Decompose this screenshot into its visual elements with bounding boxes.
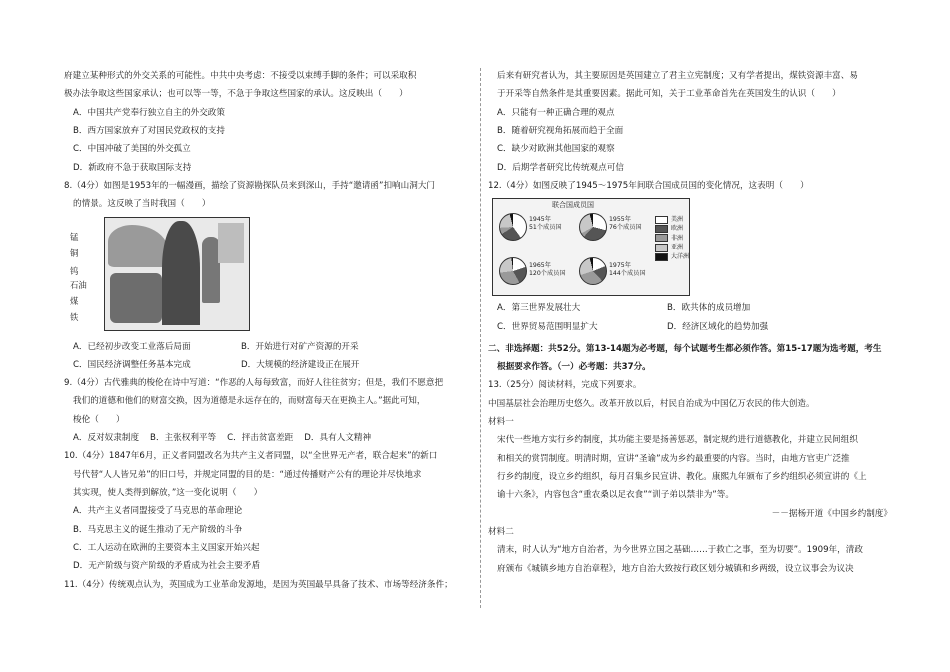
cartoon-cave-door bbox=[162, 221, 200, 325]
q8-cartoon-image bbox=[70, 217, 250, 335]
legend-label: 非洲 bbox=[671, 234, 684, 242]
material1-line1: 宋代一些地方实行乡约制度，其功能主要是扬善惩恶，制定规约进行道德教化，并建立民间组织 bbox=[497, 435, 858, 446]
un-members-figure bbox=[492, 198, 690, 296]
cartoon-minerals bbox=[110, 273, 162, 323]
q10-stem-line1: 10.（4分）1847年6月，正义者同盟改名为共产主义者同盟，以“全世界无产者，联合起来”的新口 bbox=[64, 451, 438, 462]
q10-stem-line3: 其实现，使人类得到解放，”这一变化说明（ ） bbox=[73, 488, 263, 498]
q11-stem-line1: 11.（4分）传统观点认为，英国成为工业革命发源地，是因为英国最早具备了技术、市场等经济条件； bbox=[64, 579, 453, 590]
pie-1975-count: 144个成员国 bbox=[609, 269, 646, 277]
legend-item bbox=[655, 252, 689, 261]
pie-1955-year: 1955年 bbox=[609, 216, 631, 224]
q9-option-c: C．抨击贫富差距 bbox=[227, 433, 294, 444]
q9-stem-line3: 梭伦（ ） bbox=[73, 414, 125, 425]
q8-option-b: B．开始进行对矿产资源的开采 bbox=[241, 341, 359, 352]
un-figure-legend bbox=[655, 215, 689, 261]
legend-swatch bbox=[655, 253, 668, 261]
legend-label: 美洲 bbox=[671, 216, 684, 224]
q11-option-a: A．只能有一种正确合理的观点 bbox=[497, 107, 615, 118]
q9-option-a: A．反对奴隶制度 bbox=[73, 433, 140, 444]
cartoon-label: 钨 bbox=[70, 265, 79, 276]
q7-stem-line1: 府建立某种形式的外交关系的可能性。中共中央考虑：不接受以束缚手脚的条件；可以采取积 bbox=[64, 71, 417, 81]
q7-option-a: A．中国共产党奉行独立自主的外交政策 bbox=[73, 107, 225, 118]
pie-1965-label bbox=[529, 262, 566, 278]
material2-line1: 清末，时人认为“地方自治者，为今世界立国之基础……于救亡之事，至为切要”。1909年，清政 bbox=[497, 545, 863, 556]
q8-option-d: D．大规模的经济建设正在展开 bbox=[241, 359, 360, 370]
q12-options-row1 bbox=[488, 302, 898, 315]
cartoon-sky bbox=[218, 223, 244, 263]
legend-item bbox=[655, 224, 689, 233]
q8-stem-line2: 的情景。这反映了当时我国（ ） bbox=[73, 199, 211, 210]
q12-option-a: A．第三世界发展壮大 bbox=[497, 303, 581, 314]
material1-line4: 谕十六条》，内容包含“重农桑以足衣食”“训子弟以禁非为”等。 bbox=[497, 490, 734, 501]
material1-source: －－据杨开道《中国乡约制度》 bbox=[771, 508, 892, 519]
section2-heading-line1: 二、非选择题：共52分。第13-14题为必考题，每个试题考生都必须作答。第15-17题为选考题，考生 bbox=[488, 343, 882, 354]
q12-option-d: D．经济区域化的趋势加强 bbox=[667, 321, 769, 332]
pie-1975-year: 1975年 bbox=[609, 262, 631, 270]
pie-1975 bbox=[579, 257, 607, 285]
q11-option-d: D．后期学者研究比传统观点可信 bbox=[497, 162, 624, 173]
legend-label: 大洋洲 bbox=[671, 253, 690, 261]
q11-stem-line2: 后来有研究者认为，其主要原因是英国建立了君主立宪制度；又有学者提出，煤铁资源丰富、易 bbox=[497, 71, 858, 81]
q11-stem-line3: 于开采等自然条件是其重要因素。据此可知，关于工业革命首先在英国发生的认识（ ） bbox=[497, 89, 841, 100]
q12-option-c: C．世界贸易范围明显扩大 bbox=[497, 321, 598, 332]
left-column bbox=[64, 70, 472, 597]
pie-1945-label bbox=[529, 216, 562, 232]
pie-1955-label bbox=[609, 216, 642, 232]
section2-heading-line2: 根据要求作答。（一）必考题：共37分。 bbox=[497, 362, 651, 373]
cartoon-label: 铜 bbox=[70, 247, 79, 258]
cartoon-label: 煤 bbox=[70, 295, 79, 306]
pie-1955 bbox=[579, 213, 607, 241]
legend-swatch bbox=[655, 244, 668, 252]
legend-swatch bbox=[655, 234, 668, 242]
un-figure-title: 联合国成员国 bbox=[552, 201, 594, 210]
material2-line2: 府颁布《城镇乡地方自治章程》，地方自治大致按行政区划分城镇和乡两级，设立议事会为议决 bbox=[497, 563, 854, 574]
q9-stem-line2: 我们的道德和他们的财富交换，因为道德是永远存在的，而财富每天在更换主人。”据此可知， bbox=[73, 396, 426, 407]
legend-item bbox=[655, 215, 689, 224]
pie-1965-count: 120个成员国 bbox=[529, 269, 566, 277]
pie-1945 bbox=[499, 213, 527, 241]
material2-title: 材料二 bbox=[488, 526, 514, 537]
q13-stem-line2: 中国基层社会治理历史悠久。改革开放以后，村民自治成为中国亿万农民的伟大创造。 bbox=[488, 398, 815, 409]
pie-1975-label bbox=[609, 262, 646, 278]
q10-option-d: D．无产阶级与资产阶级的矛盾成为社会主要矛盾 bbox=[73, 561, 261, 572]
q8-option-c: C．国民经济调整任务基本完成 bbox=[73, 359, 191, 370]
cartoon-label: 铁 bbox=[70, 311, 79, 322]
q7-stem-line2: 极办法争取这些国家承认；也可以等一等，不急于争取这些国家的承认。这反映出（ ） bbox=[64, 89, 408, 100]
pie-1965 bbox=[499, 257, 527, 285]
legend-item bbox=[655, 234, 689, 243]
pie-1945-year: 1945年 bbox=[529, 216, 551, 224]
q10-option-c: C．工人运动在欧洲的主要资本主义国家开始兴起 bbox=[73, 542, 260, 553]
q12-options-row2 bbox=[488, 321, 898, 334]
q7-option-b: B．西方国家放弃了对国民党政权的支持 bbox=[73, 125, 225, 136]
legend-label: 亚洲 bbox=[671, 244, 684, 252]
pie-1945-count: 51个成员国 bbox=[529, 223, 562, 231]
q8-stem-line1: 8.（4分）如图是1953年的一幅漫画，描绘了资源勘探队员来到深山，手持“邀请函”扣响山洞大门 bbox=[64, 180, 436, 191]
q7-option-d: D．新政府不急于获取国际支持 bbox=[73, 162, 192, 173]
q10-stem-line2: 号代替“人人皆兄弟”的旧口号，并规定同盟的目的是：“通过传播财产公有的理论并尽快地求 bbox=[73, 469, 422, 480]
q9-options bbox=[64, 432, 472, 445]
q8-option-a: A．已经初步改变工业落后局面 bbox=[73, 341, 191, 352]
q8-options-row2 bbox=[64, 359, 472, 372]
cartoon-label: 石油 bbox=[70, 279, 87, 290]
legend-swatch bbox=[655, 225, 668, 233]
q11-option-c: C．缺少对欧洲其他国家的观察 bbox=[497, 144, 615, 155]
pie-1955-count: 76个成员国 bbox=[609, 223, 642, 231]
right-column bbox=[488, 70, 898, 581]
q10-option-a: A．共产主义者同盟接受了马克思的革命理论 bbox=[73, 506, 243, 517]
q11-option-b: B．随着研究视角拓展而趋于全面 bbox=[497, 125, 624, 136]
q9-option-b: B．主张权利平等 bbox=[150, 433, 217, 444]
legend-item bbox=[655, 243, 689, 252]
material1-title: 材料一 bbox=[488, 417, 514, 428]
q12-stem-line1: 12.（4分）如图反映了1945～1975年间联合国成员国的变化情况，这表明（ ） bbox=[488, 180, 809, 191]
column-divider bbox=[480, 68, 481, 608]
q9-stem-line1: 9.（4分）古代雅典的梭伦在诗中写道：“作恶的人每每致富，而好人往往贫穷；但是，我们不愿意把 bbox=[64, 378, 444, 389]
cartoon-label: 锰 bbox=[70, 231, 79, 242]
q10-option-b: B．马克思主义的诞生推动了无产阶级的斗争 bbox=[73, 524, 243, 535]
material1-line2: 和相关的赏罚制度。明清时期，宣讲“圣谕”成为乡约最重要的内容。当时，由地方官吏广泛推 bbox=[497, 453, 850, 464]
q9-option-d: D．具有人文精神 bbox=[304, 433, 372, 444]
q13-stem-line1: 13.（25分）阅读材料，完成下列要求。 bbox=[488, 380, 642, 391]
material1-line3: 行乡约制度，设立乡约组织，每月召集乡民宣讲、教化。康熙九年颁布了乡约组织必须宣讲的《上 bbox=[497, 472, 867, 482]
legend-swatch bbox=[655, 216, 668, 224]
legend-label: 欧洲 bbox=[671, 225, 684, 233]
pie-1965-year: 1965年 bbox=[529, 262, 551, 270]
q7-option-c: C．中国冲破了美国的外交孤立 bbox=[73, 144, 191, 155]
q12-option-b: B．欧共体的成员增加 bbox=[667, 303, 751, 314]
q8-options-row1 bbox=[64, 341, 472, 354]
